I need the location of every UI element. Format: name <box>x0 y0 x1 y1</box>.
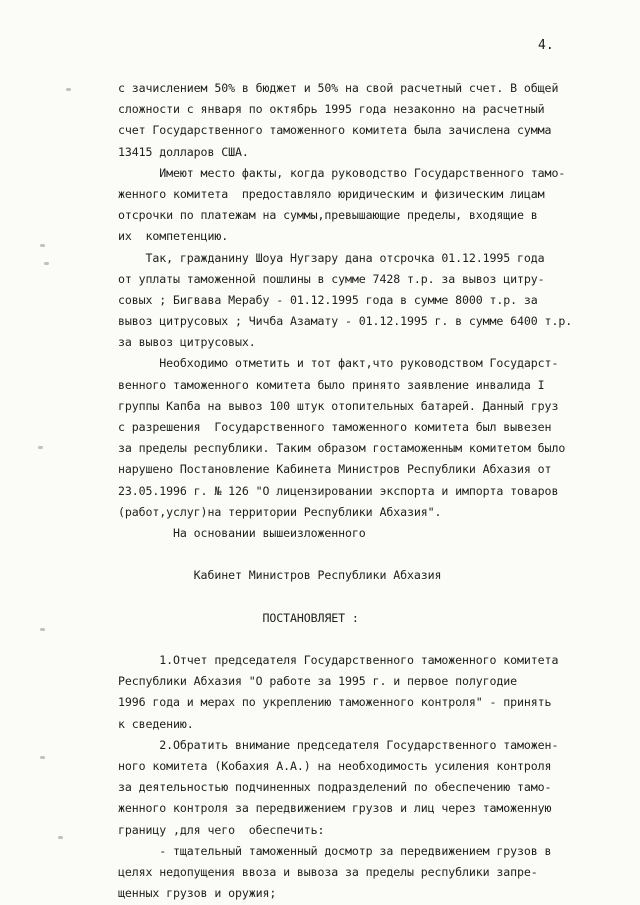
text-line: ного комитета (Кобахия А.А.) на необходимость усиления контроля <box>118 759 552 773</box>
text-line: нарушено Постановление Кабинета Министров Республики Абхазия от <box>118 462 552 477</box>
blank-line <box>118 587 610 608</box>
text-line: Необходимо отметить и тот факт,что руководством Государст- <box>118 356 559 371</box>
text-line: с зачислением 50% в бюджет и 50% на свой расчетный счет. В общей <box>118 81 559 95</box>
text-line: за вывоз цитрусовых. <box>118 335 256 350</box>
text-line: 1996 года и мерах по укреплению таможенного контроля" - принять <box>118 695 552 710</box>
text-line: отсрочки по платежам на суммы,превышающие пределы, входящие в <box>118 208 538 223</box>
text-line: - тщательный таможенный досмотр за передвижением грузов в <box>118 843 552 858</box>
text-line: 1.Отчет председателя Государственного таможенного комитета <box>118 653 559 668</box>
text-line: счет Государственного таможенного комитета была зачислена сумма <box>118 123 552 138</box>
text-line: 23.05.1996 г. № 126 "О лицензировании экспорта и импорта товаров <box>118 483 559 498</box>
page-number: 4. <box>538 38 554 53</box>
text-line: сложности с января по октябрь 1995 года незаконно на расчетный <box>118 102 545 117</box>
text-line: 13415 долларов США. <box>118 144 249 159</box>
text-line: Кабинет Министров Республики Абхазия <box>118 568 442 583</box>
text-line: Так, гражданину Шоуа Нугзару дана отсрочка 01.12.1995 года <box>118 250 545 265</box>
text-line: совых ; Бигвава Мерабу - 01.12.1995 года в сумме 8000 т.р. за <box>118 292 538 307</box>
text-line: На основании вышеизложенного <box>118 525 366 540</box>
text-line: 2.Обратить внимание председателя Государственного таможен- <box>118 737 559 752</box>
text-line: их компетенцию. <box>118 229 229 244</box>
text-line: Имеют место факты, когда руководство Государственного тамо- <box>118 165 566 180</box>
text-line: женного контроля за передвижением грузов и лиц через таможенную <box>118 801 552 816</box>
blank-line <box>118 544 610 565</box>
text-line: с разрешения Государственного таможенного комитета был вывезен <box>118 420 552 434</box>
text-line: Республики Абхазия "О работе за 1995 г. и первое полугодие <box>118 674 518 689</box>
text-line: (работ,услуг)на территории Республики Абхазия". <box>118 504 442 519</box>
text-line: ПОСТАНОВЛЯЕТ : <box>118 610 359 625</box>
text-line: за деятельностью подчиненных подразделений по обеспечению тамо- <box>118 780 552 795</box>
text-line: группы Капба на вывоз 100 штук отопительных батарей. Данный груз <box>118 398 559 413</box>
text-line: венного таможенного комитета было принято заявление инвалида I <box>118 377 545 392</box>
blank-line <box>118 629 610 650</box>
text-line: щенных грузов и оружия; <box>118 886 277 901</box>
text-line: границу ,для чего обеспечить: <box>118 822 325 837</box>
body-text <box>118 78 610 904</box>
text-line: целях недопущения ввоза и вывоза за пределы республики запре- <box>118 864 538 879</box>
text-line: за пределы республики. Таким образом гостаможенным комитетом было <box>118 441 566 456</box>
text-line: женного комитета предоставляло юридическим и физическим лицам <box>118 186 545 201</box>
text-line: от уплаты таможенной пошлины в сумме 7428 т.р. за вывоз цитру- <box>118 271 545 286</box>
text-line: вывоз цитрусовых ; Чичба Азамату - 01.12.1995 г. в сумме 6400 т.р. <box>118 314 573 329</box>
text-line: к сведению. <box>118 716 194 731</box>
